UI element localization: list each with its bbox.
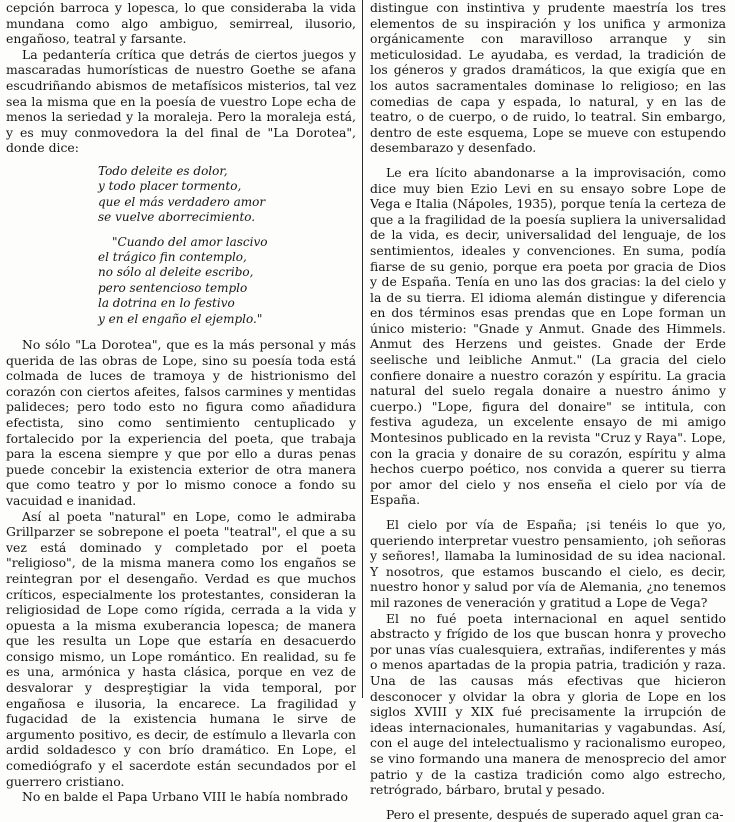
poem-stanza-1 [98,164,356,226]
poem-line: que el más verdadero amor [98,194,266,209]
poem-line: y todo placer tormento, [98,179,242,194]
paragraph-left-3: No sólo "La Dorotea", que es la más personal y más querida de las obras de Lope, sino su poesía toda está colmada de luces de tramoya y de histrionismo del corazón con ciertos afeites, falsos carmines y mentidas palideces; pero todo esto no figura como añadidura efectista, sino como sentimiento centuplicado y fortalecido por la experiencia del poeta, que trabaja para la escena siempre y que por ello a duras penas puede concebir la existencia exterior de otra manera que como teatro y por lo mismo conoce a fondo su vacuidad e inanidad. [6,337,356,508]
left-column [6,0,356,805]
right-column [370,0,726,822]
paragraph-left-1: cepción barroca y lopesca, lo que consideraba la vida mundana como algo ambiguo, semirreal, ilusorio, engañoso, teatral y farsante. [6,0,356,47]
paragraph-left-4: Así al poeta "natural" en Lope, como le admiraba Grillparzer se sobrepone el poeta "teatral", el que a su vez está dominado y completado por el poeta "religioso", de la misma manera como los engaños se reintegran por el desengaño. Verdad es que muchos críticos, especialmente los protestantes, consideran la religiosidad de Lope como rígida, cerrada a la vida y opuesta a la misma exuberancia lopesca; de manera que les resulta un Lope que estaría en desacuerdo consigo mismo, un Lope romántico. En realidad, su fe es una, armónica y hasta clásica, porque en vez de desvalorar y despreştigiar la vida temporal, por engañosa e ilusoria, la encarece. La fragilidad y fugacidad de la existencia humana le sirve de argumento positivo, es decir, de estímulo a llevarla con ardid soldadesco y con brío dramático. En Lope, el comediógrafo y el sacerdote están secundados por el guerrero cristiano. [6,508,356,789]
paragraph-left-2: La pedantería crítica que detrás de ciertos juegos y mascaradas humorísticas de nuestro Goethe se afana escudriñando abismos de metafísicos misterios, tal vez sea la misma que en la poesía de vuestro Lope echa de menos la seriedad y la moraleja. Pero la moraleja está, y es muy conmovedora la del final de "La Dorotea", donde dice: [6,46,356,156]
poem-line: Todo deleite es dolor, [98,163,228,178]
poem-line: se vuelve aborrecimiento. [98,210,256,225]
paragraph-right-3: El cielo por vía de España; ¡si tenéis lo que yo, queriendo interpretar vuestro pensamiento, ¡oh señoras y señores!, llamaba la luminosidad de su idea nacional. Y nosotros, que estamos buscando el cielo, es decir, nuestro honor y salud por vía de Alemania, ¿no tenemos mil razones de veneración y gratitud a Lope de Vega? [370,517,726,610]
paragraph-right-4: El no fué poeta internacional en aquel sentido abstracto y frígido de los que buscan honra y provecho por unas vías cualesquiera, extrañas, indiferentes y más o menos apartadas de la propia patria, tradición y raza. Una de las causas más efectivas que hicieron desconocer y olvidar la obra y gloria de Lope en los siglos XVIII y XIX fué precisamente la irrupción de ideas internacionales, humanitarias y vagabundas. Así, con el auge del intelectualismo y racionalismo europeo, se vino formando una manera de menosprecio del amor patrio y de la castiza tradición como algo estrecho, retrógrado, bárbaro, brutal y pesado. [370,610,726,798]
paragraph-right-5: Pero el presente, después de superado aquel gran ca- [386,806,724,822]
poem-line: no sólo al deleite escribo, [98,265,254,280]
poem-stanza-2 [98,235,356,327]
poem-line: el trágico fin contemplo, [98,249,247,264]
paragraph-right-2: Le era lícito abandonarse a la improvisación, como dice muy bien Ezio Levi en su ensayo sobre Lope de Vega e Italia (Nápoles, 1935), porque tenía la certeza de que a la fragilidad de la poesía supliera la universalidad de la vida, es decir, universalidad del lenguaje, de los sentimientos, ideales y convenciones. En suma, podía fiarse de su genio, porque era poeta por gracia de Dios y de España. Tenía en uno las dos gracias: la del cielo y la de su tierra. El idioma alemán distingue y diferencia en dos términos esas prendas que en Lope forman un único misterio: "Gnade y Anmut. Gnade des Himmels. Anmut des Herzens und geistes. Gnade der Erde seelische und leibliche Anmut." (La gracia del cielo confiere donaire a nuestro corazón y espíritu. La gracia natural del suelo regala donaire a nuestro ánimo y cuerpo.) "Lope, figura del donaire" se intitula, con festiva agudeza, un excelente ensayo de mi amigo Montesinos publicado en la revista "Cruz y Raya". Lope, con la gracia y donaire de su corazón, espíritu y alma hechos cuerpo poético, nos convida a querer su tierra por amor del cielo y nos enseña el cielo por vía de España. [370,164,726,508]
poem-line: pero sentencioso templo [98,280,248,295]
paragraph-right-1: distingue con instintiva y prudente maestría los tres elementos de su inspiración y los unifica y armoniza orgánicamente con maravilloso arranque y sin meticulosidad. Le ayudaba, es verdad, la tradición de los géneros y grados dramáticos, la que exigía que en los autos sacramentales dominase lo religioso; en las comedias de capa y espada, lo natural, y en las de teatro, o de cuerpo, o de ruido, lo teatral. Sin embargo, dentro de este esquema, Lope se mueve con estupendo desembarazo y desenfado. [370,0,726,156]
poem-line: y en el engaño el ejemplo." [98,311,263,326]
paragraph-left-5: No en balde el Papa Urbano VIII le había nombrado [22,789,348,805]
poem-line: la dotrina en lo festivo [98,296,235,311]
poem-line: "Cuando del amor lascivo [112,234,268,249]
column-divider [362,0,363,698]
poem-quote [98,164,356,327]
